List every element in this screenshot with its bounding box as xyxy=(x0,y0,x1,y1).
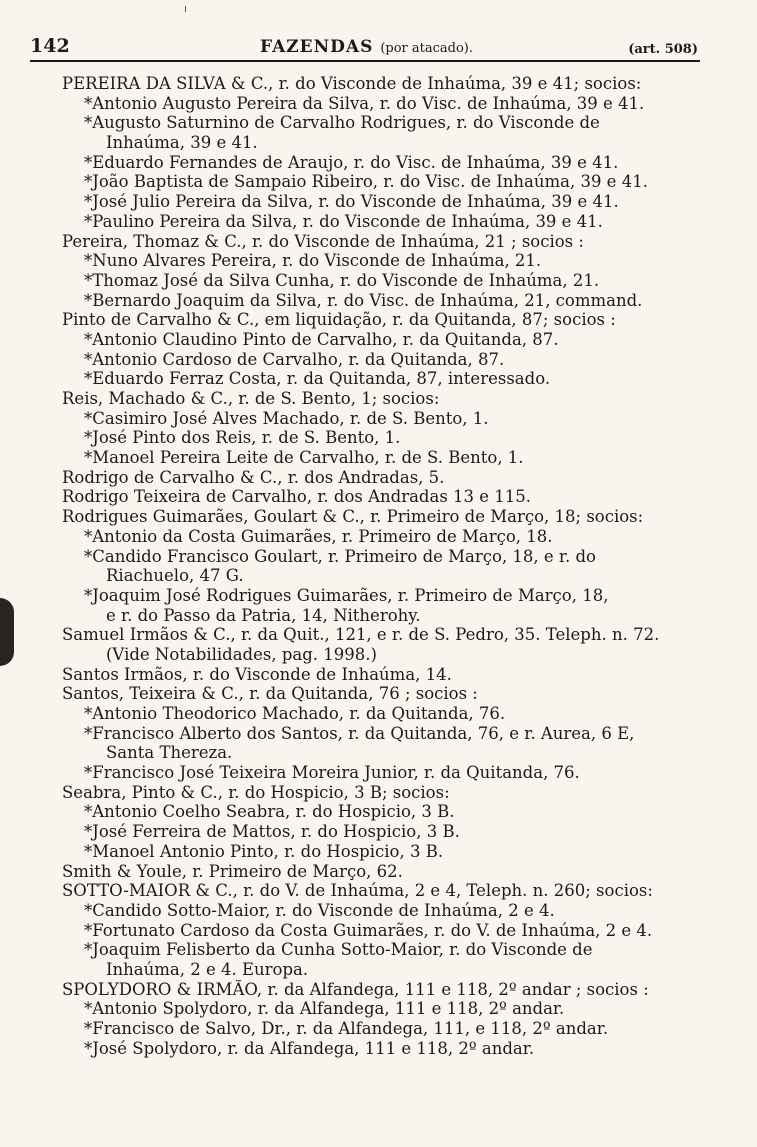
firm-entry-line: SOTTO-MAIOR & C., r. do V. de Inhaúma, 2 e 4, Teleph. n. 260; socios: xyxy=(62,881,653,901)
partner-entry-line: *Francisco José Teixeira Moreira Junior, r. da Quitanda, 76. xyxy=(84,763,580,783)
partner-entry-line: *Bernardo Joaquim da Silva, r. do Visc. de Inhaúma, 21, command. xyxy=(84,290,643,310)
firm-entry-line: Santos Irmãos, r. do Visconde de Inhaúma, 14. xyxy=(62,664,452,684)
firm-entry-line: Reis, Machado & C., r. de S. Bento, 1; socios: xyxy=(62,389,440,408)
partner-entry-line: Santa Thereza. xyxy=(106,743,233,763)
firm-entry-line: Rodrigo de Carvalho & C., r. dos Andradas, 5. xyxy=(62,467,445,487)
firm-entry-line: PEREIRA DA SILVA & C., r. do Visconde de Inhaúma, 39 e 41; socios: xyxy=(62,74,642,93)
partner-entry-line: *José Julio Pereira da Silva, r. do Visconde de Inhaúma, 39 e 41. xyxy=(84,192,619,212)
directory-entries xyxy=(62,74,702,1058)
section-subtitle: (por atacado). xyxy=(380,41,473,56)
firm-entry-line: Smith & Youle, r. Primeiro de Março, 62. xyxy=(62,861,403,881)
firm-entry-line: Pereira, Thomaz & C., r. do Visconde de Inhaúma, 21 ; socios : xyxy=(62,231,584,251)
partner-entry-line: *Joaquim Felisberto da Cunha Sotto-Maior, r. do Visconde de xyxy=(84,940,593,960)
section-title xyxy=(260,37,473,57)
partner-entry-line: *Eduardo Fernandes de Araujo, r. do Visc. de Inhaúma, 39 e 41. xyxy=(84,152,619,172)
partner-entry-line: *Antonio Augusto Pereira da Silva, r. do Visc. de Inhaúma, 39 e 41. xyxy=(84,93,645,113)
margin-tick xyxy=(185,6,186,12)
partner-entry-line: Inhaúma, 39 e 41. xyxy=(106,133,258,153)
partner-entry-line: (Vide Notabilidades, pag. 1998.) xyxy=(106,644,377,664)
partner-entry-line: Inhaúma, 2 e 4. Europa. xyxy=(106,959,309,979)
section-title-main: FAZENDAS xyxy=(260,37,374,57)
partner-entry-line: *Antonio Cardoso de Carvalho, r. da Quitanda, 87. xyxy=(84,349,505,369)
partner-entry-line: *Augusto Saturnino de Carvalho Rodrigues, r. do Visconde de xyxy=(84,113,600,133)
firm-entry-line: Rodrigo Teixeira de Carvalho, r. dos Andradas 13 e 115. xyxy=(62,487,532,507)
partner-entry-line: *Antonio Spolydoro, r. da Alfandega, 111 e 118, 2º andar. xyxy=(84,999,565,1019)
partner-entry-line: e r. do Passo da Patria, 14, Nitherohy. xyxy=(106,605,421,625)
partner-entry-line: *Francisco de Salvo, Dr., r. da Alfandega, 111, e 118, 2º andar. xyxy=(84,1019,609,1038)
margin-ink-mark xyxy=(0,598,14,666)
partner-entry-line: *João Baptista de Sampaio Ribeiro, r. do Visc. de Inhaúma, 39 e 41. xyxy=(84,172,648,192)
article-reference: (art. 508) xyxy=(628,42,698,57)
firm-entry-line: Pinto de Carvalho & C., em liquidação, r. da Quitanda, 87; socios : xyxy=(62,310,616,330)
partner-entry-line: *José Pinto dos Reis, r. de S. Bento, 1. xyxy=(84,428,401,448)
page-header xyxy=(30,34,700,62)
partner-entry-line: *Paulino Pereira da Silva, r. do Visconde de Inhaúma, 39 e 41. xyxy=(84,211,603,231)
partner-entry-line: *Candido Francisco Goulart, r. Primeiro de Março, 18, e r. do xyxy=(84,546,596,566)
partner-entry-line: *Antonio Claudino Pinto de Carvalho, r. da Quitanda, 87. xyxy=(84,329,559,349)
partner-entry-line: *Antonio Coelho Seabra, r. do Hospicio, 3 B. xyxy=(84,802,455,822)
firm-entry-line: Santos, Teixeira & C., r. da Quitanda, 76 ; socios : xyxy=(62,684,478,704)
partner-entry-line: *Nuno Alvares Pereira, r. do Visconde de Inhaúma, 21. xyxy=(84,251,542,271)
partner-entry-line: *Fortunato Cardoso da Costa Guimarães, r. do V. de Inhaúma, 2 e 4. xyxy=(84,920,653,940)
partner-entry-line: *José Spolydoro, r. da Alfandega, 111 e 118, 2º andar. xyxy=(84,1038,535,1058)
partner-entry-line: *Francisco Alberto dos Santos, r. da Quitanda, 76, e r. Aurea, 6 E, xyxy=(84,723,635,743)
firm-entry-line: SPOLYDORO & IRMÃO, r. da Alfandega, 111 e 118, 2º andar ; socios : xyxy=(62,979,649,999)
partner-entry-line: *Manoel Antonio Pinto, r. do Hospicio, 3 B. xyxy=(84,841,444,861)
partner-entry-line: *Thomaz José da Silva Cunha, r. do Visconde de Inhaúma, 21. xyxy=(84,270,600,290)
partner-entry-line: *Candido Sotto-Maior, r. do Visconde de Inhaúma, 2 e 4. xyxy=(84,900,555,920)
firm-entry-line: Samuel Irmãos & C., r. da Quit., 121, e r. de S. Pedro, 35. Teleph. n. 72. xyxy=(62,625,660,645)
partner-entry-line: *José Ferreira de Mattos, r. do Hospicio, 3 B. xyxy=(84,822,460,842)
partner-entry-line: *Antonio da Costa Guimarães, r. Primeiro de Março, 18. xyxy=(84,526,553,546)
partner-entry-line: *Eduardo Ferraz Costa, r. da Quitanda, 87, interessado. xyxy=(84,369,551,389)
partner-entry-line: *Casimiro José Alves Machado, r. de S. Bento, 1. xyxy=(84,408,489,428)
partner-entry-line: *Joaquim José Rodrigues Guimarães, r. Primeiro de Março, 18, xyxy=(84,585,609,605)
partner-entry-line: *Antonio Theodorico Machado, r. da Quitanda, 76. xyxy=(84,704,506,723)
firm-entry-line: Seabra, Pinto & C., r. do Hospicio, 3 B; socios: xyxy=(62,782,450,802)
partner-entry-line: Riachuelo, 47 G. xyxy=(106,566,244,586)
partner-entry-line: *Manoel Pereira Leite de Carvalho, r. de S. Bento, 1. xyxy=(84,448,524,468)
firm-entry-line: Rodrigues Guimarães, Goulart & C., r. Primeiro de Março, 18; socios: xyxy=(62,507,644,527)
page-number: 142 xyxy=(30,35,70,57)
